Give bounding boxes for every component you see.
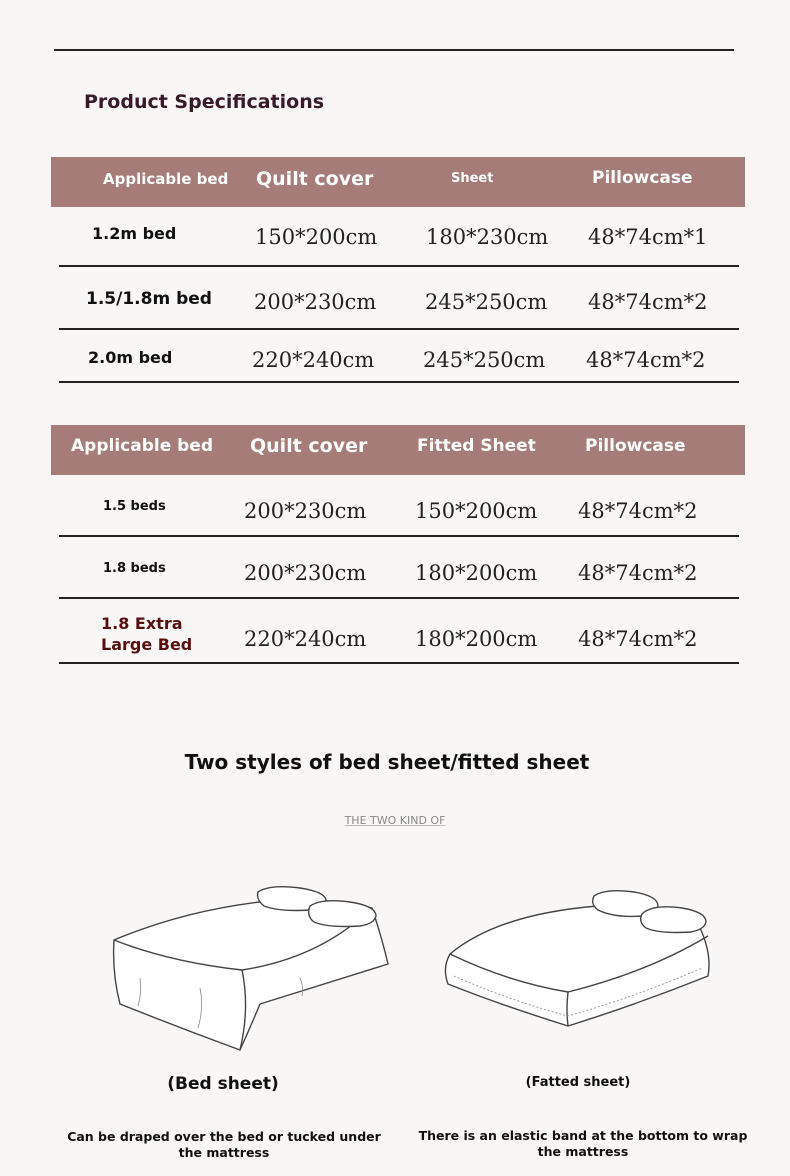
fitted-sheet-description: There is an elastic band at the bottom to wrap the mattress xyxy=(418,1128,748,1159)
quilt-size: 220*240cm xyxy=(244,627,367,651)
quilt-size: 200*230cm xyxy=(244,499,367,523)
sheet-size: 180*200cm xyxy=(415,627,538,651)
sheet-size: 150*200cm xyxy=(415,499,538,523)
bed-size-label-line2: Large Bed xyxy=(101,635,193,654)
row-divider xyxy=(59,535,739,537)
pillowcase-size: 48*74cm*2 xyxy=(578,561,698,585)
pillowcase-size: 48*74cm*2 xyxy=(578,499,698,523)
sheet-size: 245*250cm xyxy=(423,348,546,372)
quilt-size: 200*230cm xyxy=(254,290,377,314)
table2-header-pillow: Pillowcase xyxy=(585,436,686,456)
pillowcase-size: 48*74cm*2 xyxy=(588,290,708,314)
table1-header xyxy=(51,157,745,207)
table1-header-pillow: Pillowcase xyxy=(592,168,693,188)
styles-heading: Two styles of bed sheet/fitted sheet xyxy=(184,750,590,774)
page-title: Product Specifications xyxy=(84,91,325,113)
row-divider xyxy=(59,597,739,599)
bed-size-label-line1: 1.8 Extra xyxy=(101,614,183,633)
table2-header-quilt: Quilt cover xyxy=(250,435,368,457)
table2-header-bed: Applicable bed xyxy=(71,436,214,456)
table2-header xyxy=(51,425,745,475)
bed-sheet-description: Can be draped over the bed or tucked under the mattress xyxy=(67,1129,381,1160)
bed-size-label: 1.5/1.8m bed xyxy=(86,289,212,309)
row-divider xyxy=(59,381,739,383)
quilt-size: 200*230cm xyxy=(244,561,367,585)
sheet-size: 180*230cm xyxy=(426,225,549,249)
bed-sheet-illustration xyxy=(100,878,400,1058)
quilt-size: 150*200cm xyxy=(255,225,378,249)
bed-size-label: 1.8 beds xyxy=(103,561,166,576)
bed-size-label: 2.0m bed xyxy=(88,348,173,367)
quilt-size: 220*240cm xyxy=(252,348,375,372)
table2-header-sheet: Fitted Sheet xyxy=(417,436,536,456)
top-divider xyxy=(54,49,734,51)
row-divider xyxy=(59,328,739,330)
bed-size-label: 1.5 beds xyxy=(103,499,166,514)
row-divider xyxy=(59,662,739,664)
bed-size-label: 1.2m bed xyxy=(92,224,177,243)
fitted-sheet-caption: (Fatted sheet) xyxy=(525,1075,631,1090)
sheet-size: 180*200cm xyxy=(415,561,538,585)
pillowcase-size: 48*74cm*2 xyxy=(586,348,706,372)
table1-header-quilt: Quilt cover xyxy=(256,168,374,190)
fitted-sheet-illustration xyxy=(438,884,718,1044)
pillowcase-size: 48*74cm*2 xyxy=(578,627,698,651)
pillowcase-size: 48*74cm*1 xyxy=(588,225,708,249)
sheet-size: 245*250cm xyxy=(425,290,548,314)
table1-header-bed: Applicable bed xyxy=(103,170,229,188)
bed-sheet-caption: (Bed sheet) xyxy=(167,1074,279,1094)
row-divider xyxy=(59,265,739,267)
table1-header-sheet: Sheet xyxy=(451,171,494,186)
styles-subheading: THE TWO KIND OF xyxy=(344,814,446,827)
